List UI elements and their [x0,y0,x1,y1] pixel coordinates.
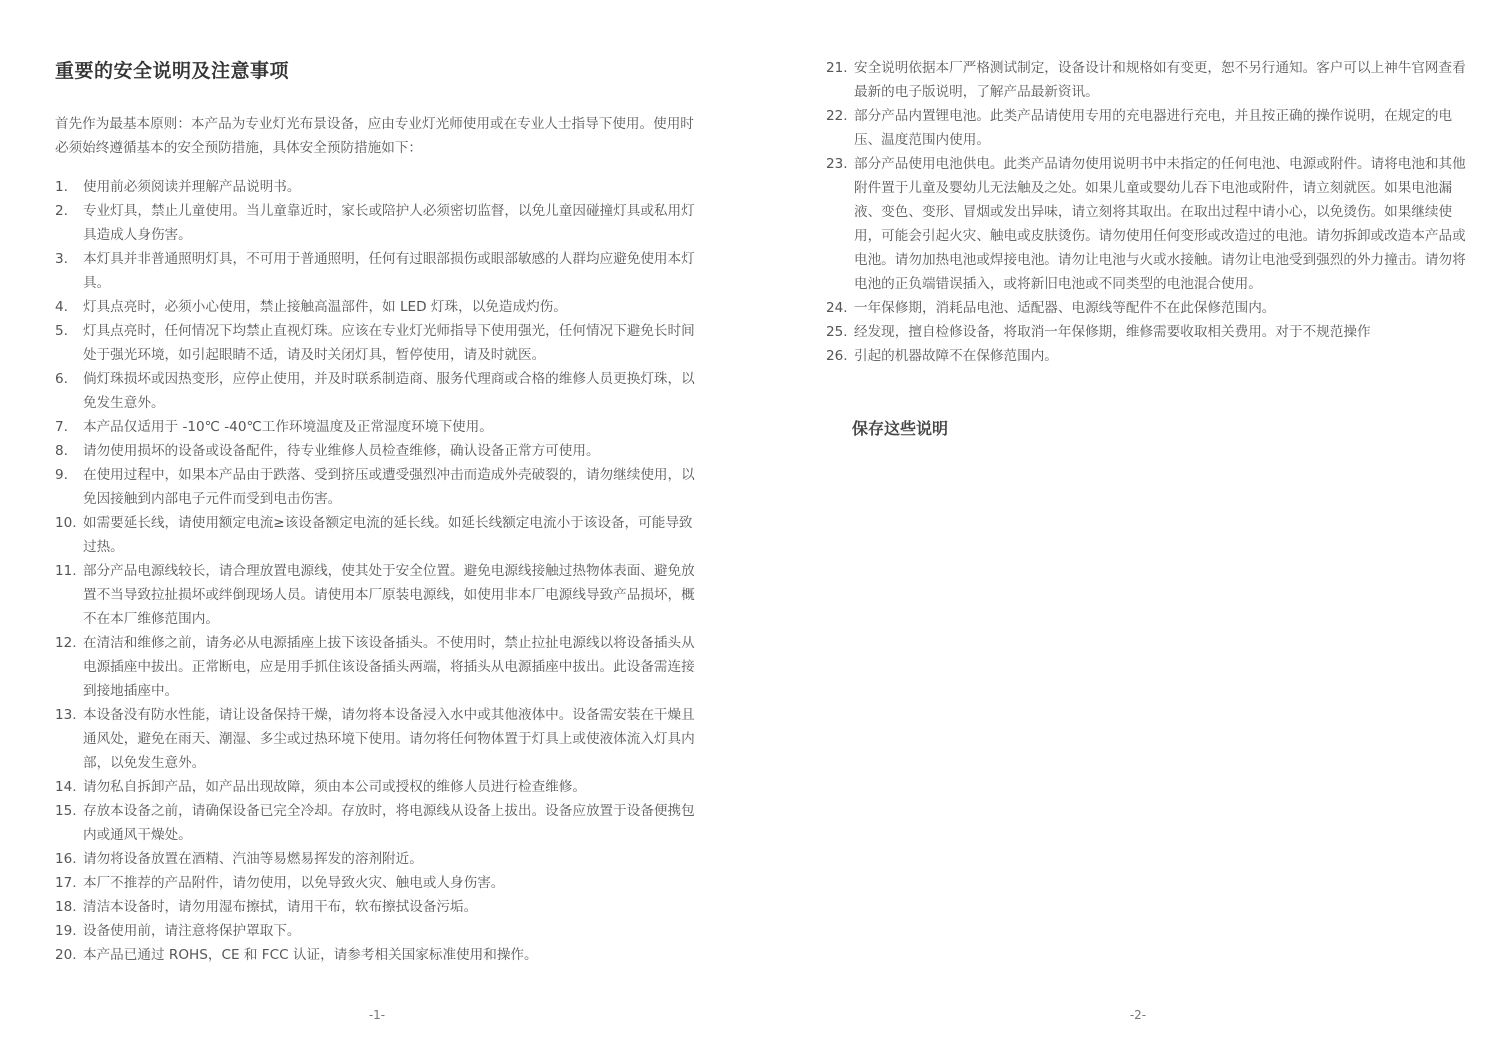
list-item [55,895,695,919]
list-item [55,775,695,799]
list-item [826,56,1466,104]
list-item [55,247,695,295]
intro-paragraph: 首先作为最基本原则：本产品为专业灯光布景设备，应由专业灯光师使用或在专业人士指导下使用。使用时必须始终遵循基本的安全预防措施，具体安全预防措施如下： [55,116,694,156]
list-item [55,871,695,895]
list-item [55,559,695,631]
item-number: 19. [55,923,77,939]
list-item [826,104,1466,152]
list-item [55,175,695,199]
item-number: 5. [55,323,68,339]
item-number: 2. [55,203,68,219]
item-number: 6. [55,371,68,387]
item-text: 清洁本设备时，请勿用湿布擦拭，请用干布，软布擦拭设备污垢。 [83,899,478,915]
item-number: 15. [55,803,77,819]
list-item [55,199,695,247]
item-text: 本厂不推荐的产品附件，请勿使用，以免导致火灾、触电或人身伤害。 [83,875,505,891]
item-number: 17. [55,875,77,891]
item-text: 部分产品电源线较长，请合理放置电源线，使其处于安全位置。避免电源线接触过热物体表面、避免放置不当导致拉扯损坏或绊倒现场人员。请使用本厂原装电源线，如使用非本厂电源线导致产品损坏，概不在本厂维修范围内。 [83,563,695,627]
item-number: 16. [55,851,77,867]
item-number: 1. [55,179,68,195]
list-item [55,319,695,367]
item-text: 经发现，擅自检修设备，将取消一年保修期，维修需要收取相关费用。对于不规范操作 [854,324,1371,340]
safety-list-right [826,56,1466,368]
list-item [55,439,695,463]
list-item [826,344,1466,368]
page-number: -2- [1129,1008,1147,1022]
item-text: 本设备没有防水性能，请让设备保持干燥，请勿将本设备浸入水中或其他液体中。设备需安装在干燥且通风处，避免在雨天、潮湿、多尘或过热环境下使用。请勿将任何物体置于灯具上或使液体流入灯具内部，以免发生意外。 [83,707,695,771]
list-item [55,799,695,847]
item-text: 本产品已通过 ROHS，CE 和 FCC 认证，请参考相关国家标准使用和操作。 [83,947,538,963]
item-text: 在清洁和维修之前，请务必从电源插座上拔下该设备插头。不使用时，禁止拉扯电源线以将设备插头从电源插座中拔出。正常断电，应是用手抓住该设备插头两端，将插头从电源插座中拔出。此设备需连接到接地插座中。 [83,635,695,699]
item-text: 灯具点亮时，任何情况下均禁止直视灯珠。应该在专业灯光师指导下使用强光，任何情况下避免长时间处于强光环境，如引起眼睛不适，请及时关闭灯具，暂停使用，请及时就医。 [83,323,695,363]
list-item [55,463,695,511]
item-text: 在使用过程中，如果本产品由于跌落、受到挤压或遭受强烈冲击而造成外壳破裂的，请勿继续使用，以免因接触到内部电子元件而受到电击伤害。 [83,467,695,507]
page-title: 重要的安全说明及注意事项 [55,60,290,82]
list-item [55,919,695,943]
item-text: 倘灯珠损坏或因热变形，应停止使用，并及时联系制造商、服务代理商或合格的维修人员更换灯珠，以免发生意外。 [83,371,695,411]
list-item [826,152,1466,296]
list-item [55,703,695,775]
item-number: 24. [826,300,848,316]
item-text: 如需要延长线，请使用额定电流≥该设备额定电流的延长线。如延长线额定电流小于该设备，可能导致过热。 [83,515,693,555]
item-number: 8. [55,443,68,459]
page-number: -1- [368,1008,386,1022]
list-item [55,847,695,871]
list-item [55,631,695,703]
item-number: 10. [55,515,77,531]
item-number: 20. [55,947,77,963]
item-number: 7. [55,419,68,435]
item-number: 4. [55,299,68,315]
item-text: 本灯具并非普通照明灯具，不可用于普通照明，任何有过眼部损伤或眼部敏感的人群均应避免使用本灯具。 [83,251,695,291]
item-number: 13. [55,707,77,723]
item-text: 专业灯具，禁止儿童使用。当儿童靠近时，家长或陪护人必须密切监督，以免儿童因碰撞灯具或私用灯具造成人身伤害。 [83,203,695,243]
item-number: 12. [55,635,77,651]
save-instructions-heading: 保存这些说明 [852,419,949,438]
item-text: 请勿私自拆卸产品，如产品出现故障，须由本公司或授权的维修人员进行检查维修。 [83,779,586,795]
list-item [55,415,695,439]
list-item [55,295,695,319]
item-number: 22. [826,108,848,124]
item-number: 9. [55,467,68,483]
item-text: 请勿将设备放置在酒精、汽油等易燃易挥发的溶剂附近。 [83,851,423,867]
list-item [826,296,1466,320]
item-number: 23. [826,156,848,172]
list-item [55,367,695,415]
item-text: 一年保修期，消耗品电池、适配器、电源线等配件不在此保修范围内。 [854,300,1276,316]
list-item [826,320,1466,344]
item-number: 18. [55,899,77,915]
safety-list-left [55,175,695,967]
page-right [756,0,1512,1058]
item-number: 25. [826,324,848,340]
item-text: 本产品仅适用于 -10℃ -40℃工作环境温度及正常湿度环境下使用。 [83,419,493,435]
list-item [55,511,695,559]
item-number: 26. [826,348,848,364]
item-number: 14. [55,779,77,795]
item-number: 11. [55,563,77,579]
item-text: 安全说明依据本厂严格测试制定，设备设计和规格如有变更，恕不另行通知。客户可以上神牛官网查看最新的电子版说明，了解产品最新资讯。 [854,60,1466,100]
item-text: 引起的机器故障不在保修范围内。 [854,348,1058,364]
item-text: 设备使用前，请注意将保护罩取下。 [83,923,301,939]
item-text: 部分产品内置锂电池。此类产品请使用专用的充电器进行充电，并且按正确的操作说明，在规定的电压、温度范围内使用。 [854,108,1453,148]
item-text: 存放本设备之前，请确保设备已完全冷却。存放时，将电源线从设备上拔出。设备应放置于设备便携包内或通风干燥处。 [83,803,695,843]
item-text: 部分产品使用电池供电。此类产品请勿使用说明书中未指定的任何电池、电源或附件。请将电池和其他附件置于儿童及婴幼儿无法触及之处。如果儿童或婴幼儿吞下电池或附件，请立刻就医。如果电池漏液、变色、变形、冒烟或发出异味，请立刻将其取出。在取出过程中请小心，以免烫伤。如果继续使用，可能会引起火灾、触电或皮肤烫伤。请勿使用任何变形或改造过的电池。请勿拆卸或改造本产品或电池。请勿加热电池或焊接电池。请勿让电池与火或水接触。请勿让电池受到强烈的外力撞击。请勿将电池的正负端错误插入，或将新旧电池或不同类型的电池混合使用。 [854,156,1466,292]
item-number: 3. [55,251,68,267]
item-number: 21. [826,60,848,76]
list-item [55,943,695,967]
item-text: 灯具点亮时，必须小心使用，禁止接触高温部件，如 LED 灯珠，以免造成灼伤。 [83,299,567,315]
item-text: 使用前必须阅读并理解产品说明书。 [83,179,301,195]
item-text: 请勿使用损坏的设备或设备配件，待专业维修人员检查维修，确认设备正常方可使用。 [83,443,600,459]
